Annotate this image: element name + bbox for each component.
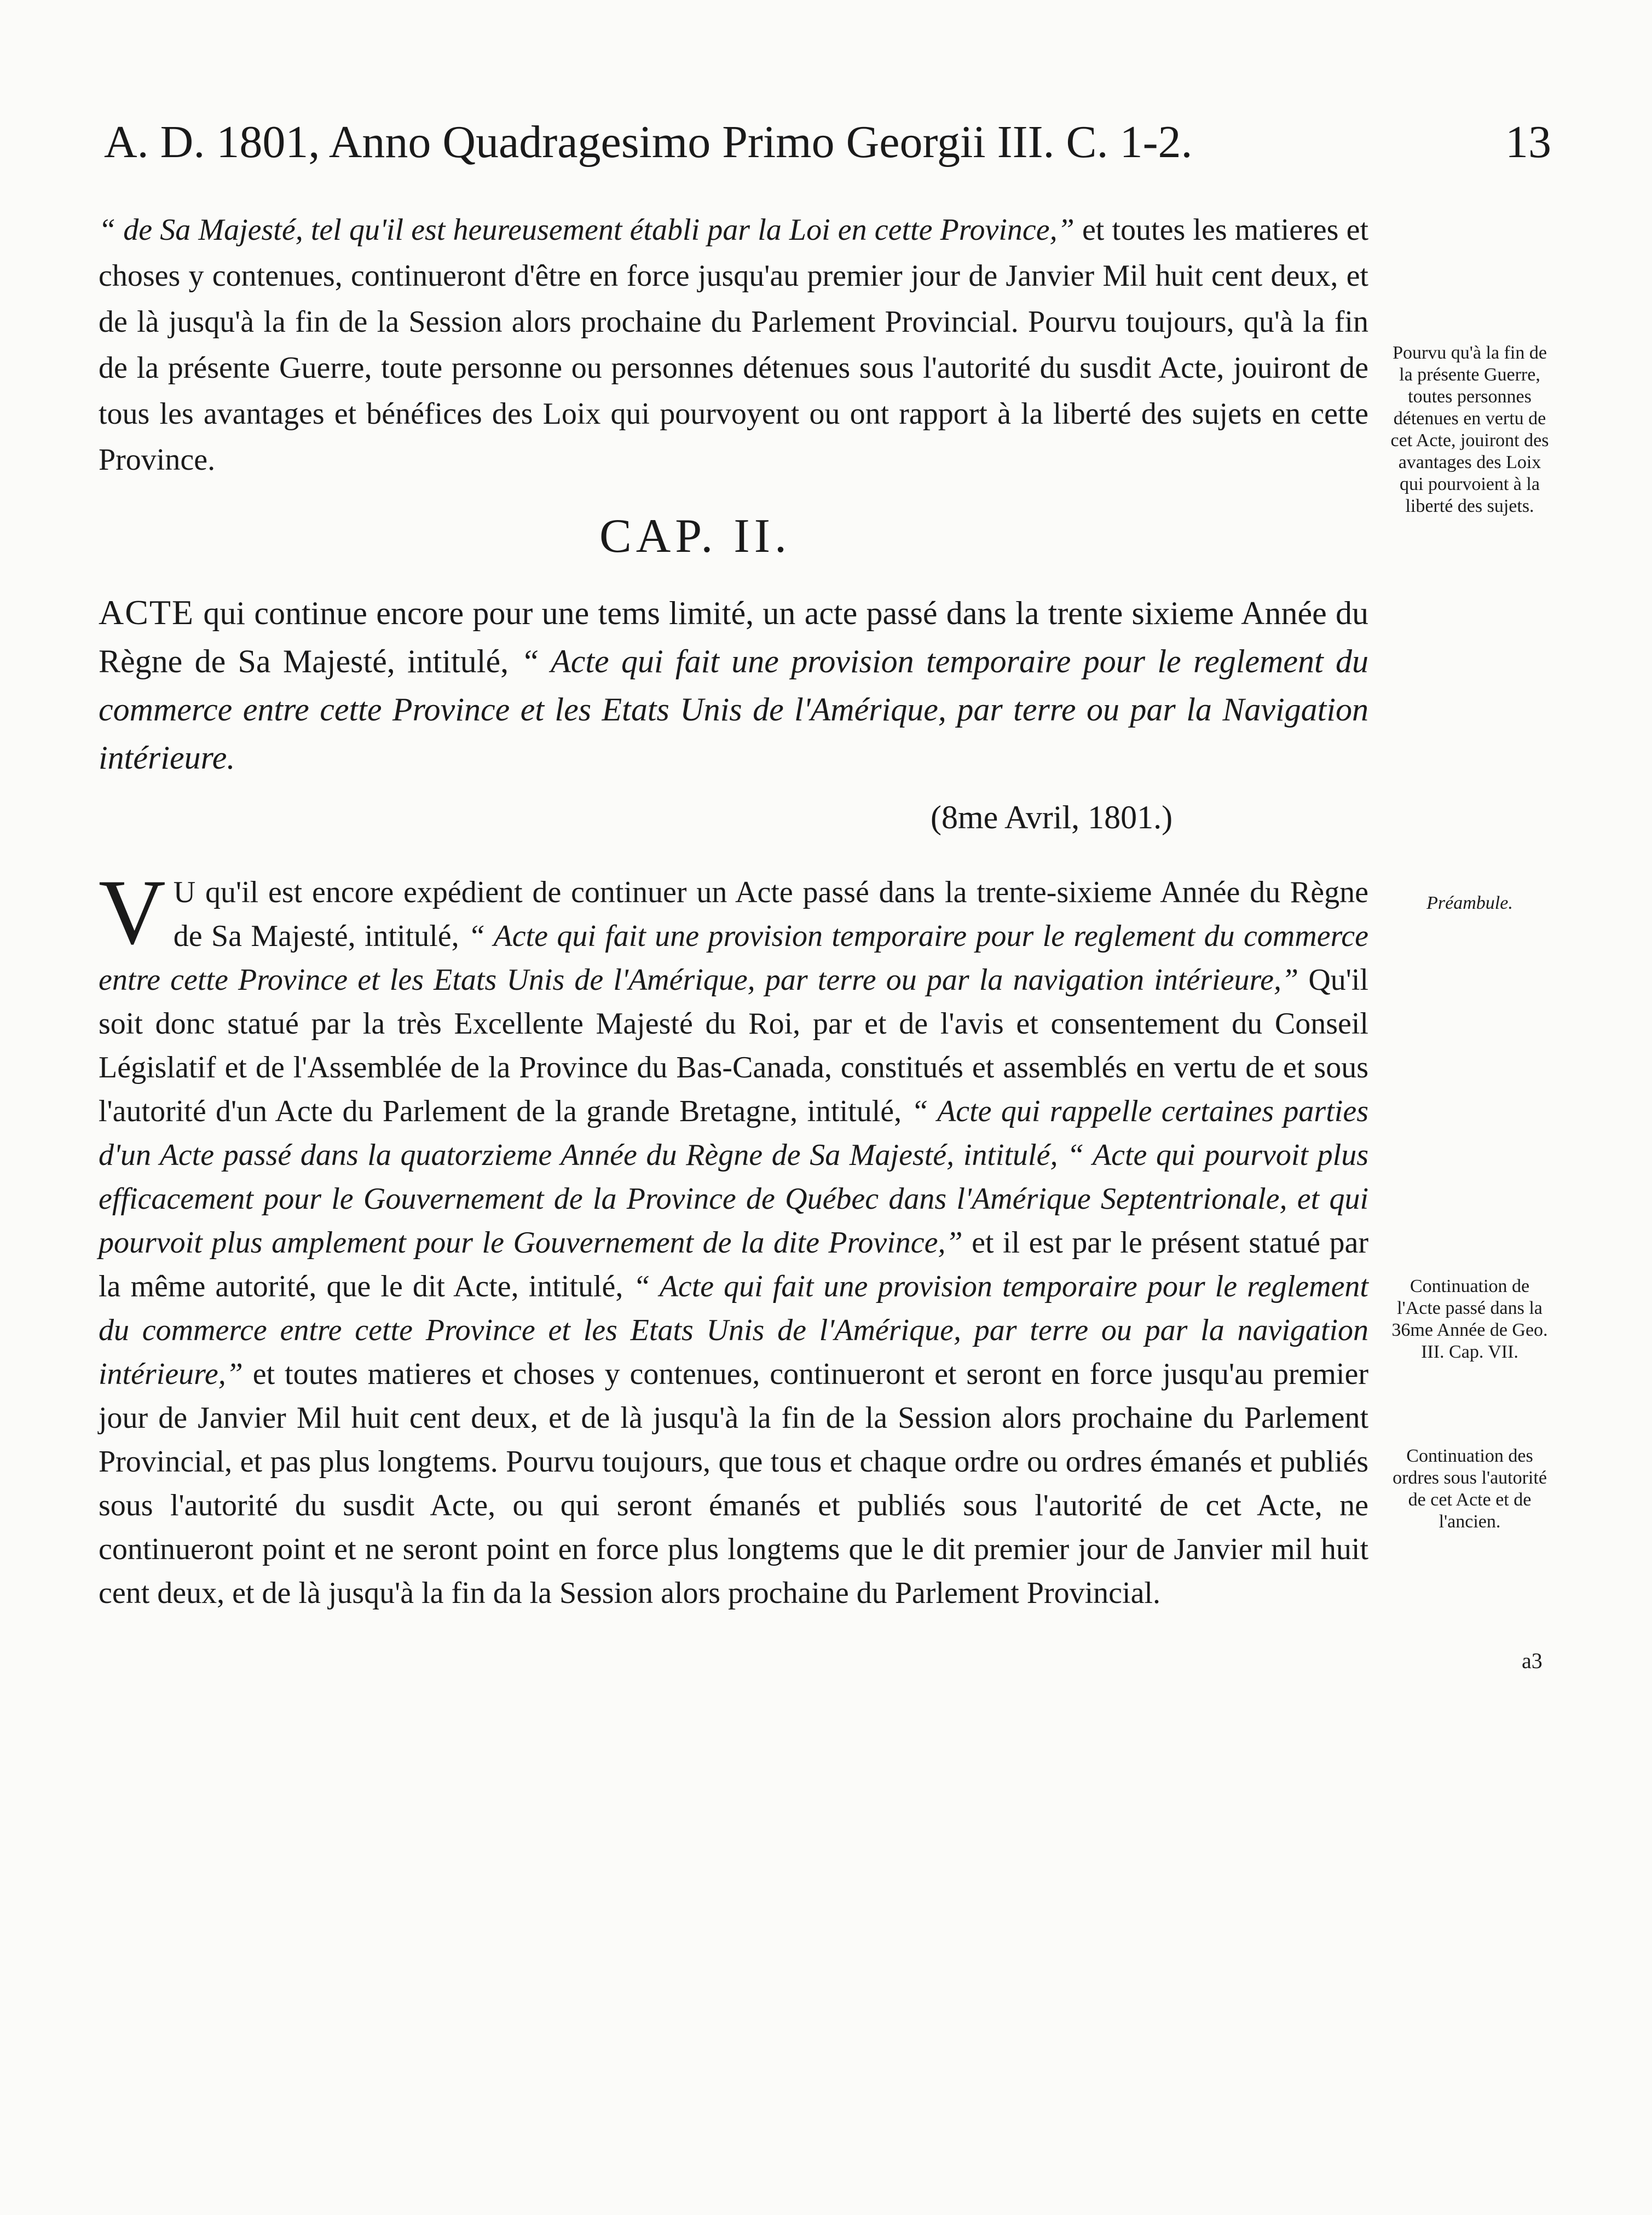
preamble-text-4: et toutes matieres et choses y contenues, continueront et seront en force jusqu'au premier jour de Janvier Mil huit cent deux, et de là jusqu'à la fin de la Session alors prochaine du Parlement Provincial, et pas plus longtems. Pourvu toujours, que tous et chaque ordre ou ordres émanés et publiés sous l'autorité du susdit Acte, ou qui seront émanés et publiés sous l'autorité de cet Acte, ne continueront point et ne seront point en force plus longtems que le dit premier jour de Janvier mil huit cent deux, et de là jusqu'à la fin da la Session alors prochaine du Parlement Provincial.	[99, 1357, 1368, 1610]
running-header	[104, 112, 1560, 172]
margin-note-continuation-act: Continuation de l'Acte passé dans la 36me Année de Geo. III. Cap. VII.	[1391, 1276, 1548, 1362]
preamble-italic-1: “ Acte qui fait une provision temporaire pour le reglement du commerce entre cette Province et les Etats Unis de l'Amérique, par terre ou par la navigation intérieure,”	[99, 919, 1368, 997]
paragraph-italic-quote: “ de Sa Majesté, tel qu'il est heureusement établi par la Loi en cette Province,”	[99, 213, 1075, 247]
margin-note-proviso: Pourvu qu'à la fin de la présente Guerre, toutes personnes détenues en vertu de cet Acte, jouiront des avantages des Loix qui pourvoient à la liberté des sujets.	[1390, 343, 1549, 516]
act-title	[99, 589, 1368, 782]
paragraph-continuation	[99, 207, 1368, 483]
act-date: (8me Avril, 1801.)	[931, 799, 1173, 835]
margin-note-preamble: Préambule.	[1426, 893, 1513, 913]
preamble-italic-3: “ Acte qui fait une provision temporaire pour le reglement du commerce entre cette Province et les Etats Unis de l'Amérique, par terre ou par la navigation intérieure,”	[99, 1270, 1368, 1391]
drop-cap: V	[99, 861, 166, 964]
chapter-title: CAP. II.	[599, 510, 792, 563]
page-number: 13	[1505, 117, 1551, 168]
preamble-paragraph	[99, 861, 1368, 1615]
act-title-italic: “ Acte qui fait une provision temporaire pour le reglement du commerce entre cette Province et les Etats Unis de l'Amérique, par terre ou par la Navigation intérieure.	[99, 643, 1368, 776]
header-title: A. D. 1801, Anno Quadragesimo Primo Georgii III. C. 1-2.	[104, 117, 1193, 168]
preamble-text-1: U qu'il est encore expédient de continuer un Acte passé dans la trente-sixieme Année du Règne de Sa Majesté, intitulé,	[173, 875, 1368, 953]
act-title-lead: ACTE	[99, 593, 195, 632]
preamble-text-2: Qu'il soit donc statué par la très Excellente Majesté du Roi, par et de l'avis et consentement du Conseil Législatif et de l'Assemblée de la Province du Bas-Canada, constitués et assemblés en vertu de et sous l'autorité d'un Acte du Parlement de la grande Bretagne, intitulé,	[99, 963, 1368, 1128]
preamble-text-3: et il est par le présent statué par la même autorité, que le dit Acte, intitulé,	[99, 1226, 1368, 1303]
margin-note-continuation-orders: Continuation des ordres sous l'autorité de cet Acte et de l'ancien.	[1393, 1446, 1547, 1532]
catchword: a3	[1522, 1648, 1543, 1673]
act-title-text: qui continue encore pour une tems limité, un acte passé dans la trente sixieme Année du Règne de Sa Majesté, intitulé,	[99, 595, 1368, 679]
preamble-italic-2: “ Acte qui rappelle certaines parties d'un Acte passé dans la quatorzieme Année du Règne de Sa Majesté, intitulé, “ Acte qui pourvoit plus efficacement pour le Gouvernement de la Province de Québec dans l'Amérique Septentrionale, et qui pourvoit plus amplement pour le Gouvernement de la dite Province,”	[99, 1094, 1368, 1260]
paragraph-text: et toutes les matieres et choses y contenues, continueront d'être en force jusqu'au premier jour de Janvier Mil huit cent deux, et de là jusqu'à la fin de la Session alors prochaine du Parlement Provincial. Pourvu toujours, qu'à la fin de la présente Guerre, toute personne ou personnes détenues sous l'autorité du susdit Acte, jouiront de tous les avantages et bénéfices des Loix qui pourvoyent ou ont rapport à la liberté des sujets en cette Province.	[99, 213, 1368, 477]
